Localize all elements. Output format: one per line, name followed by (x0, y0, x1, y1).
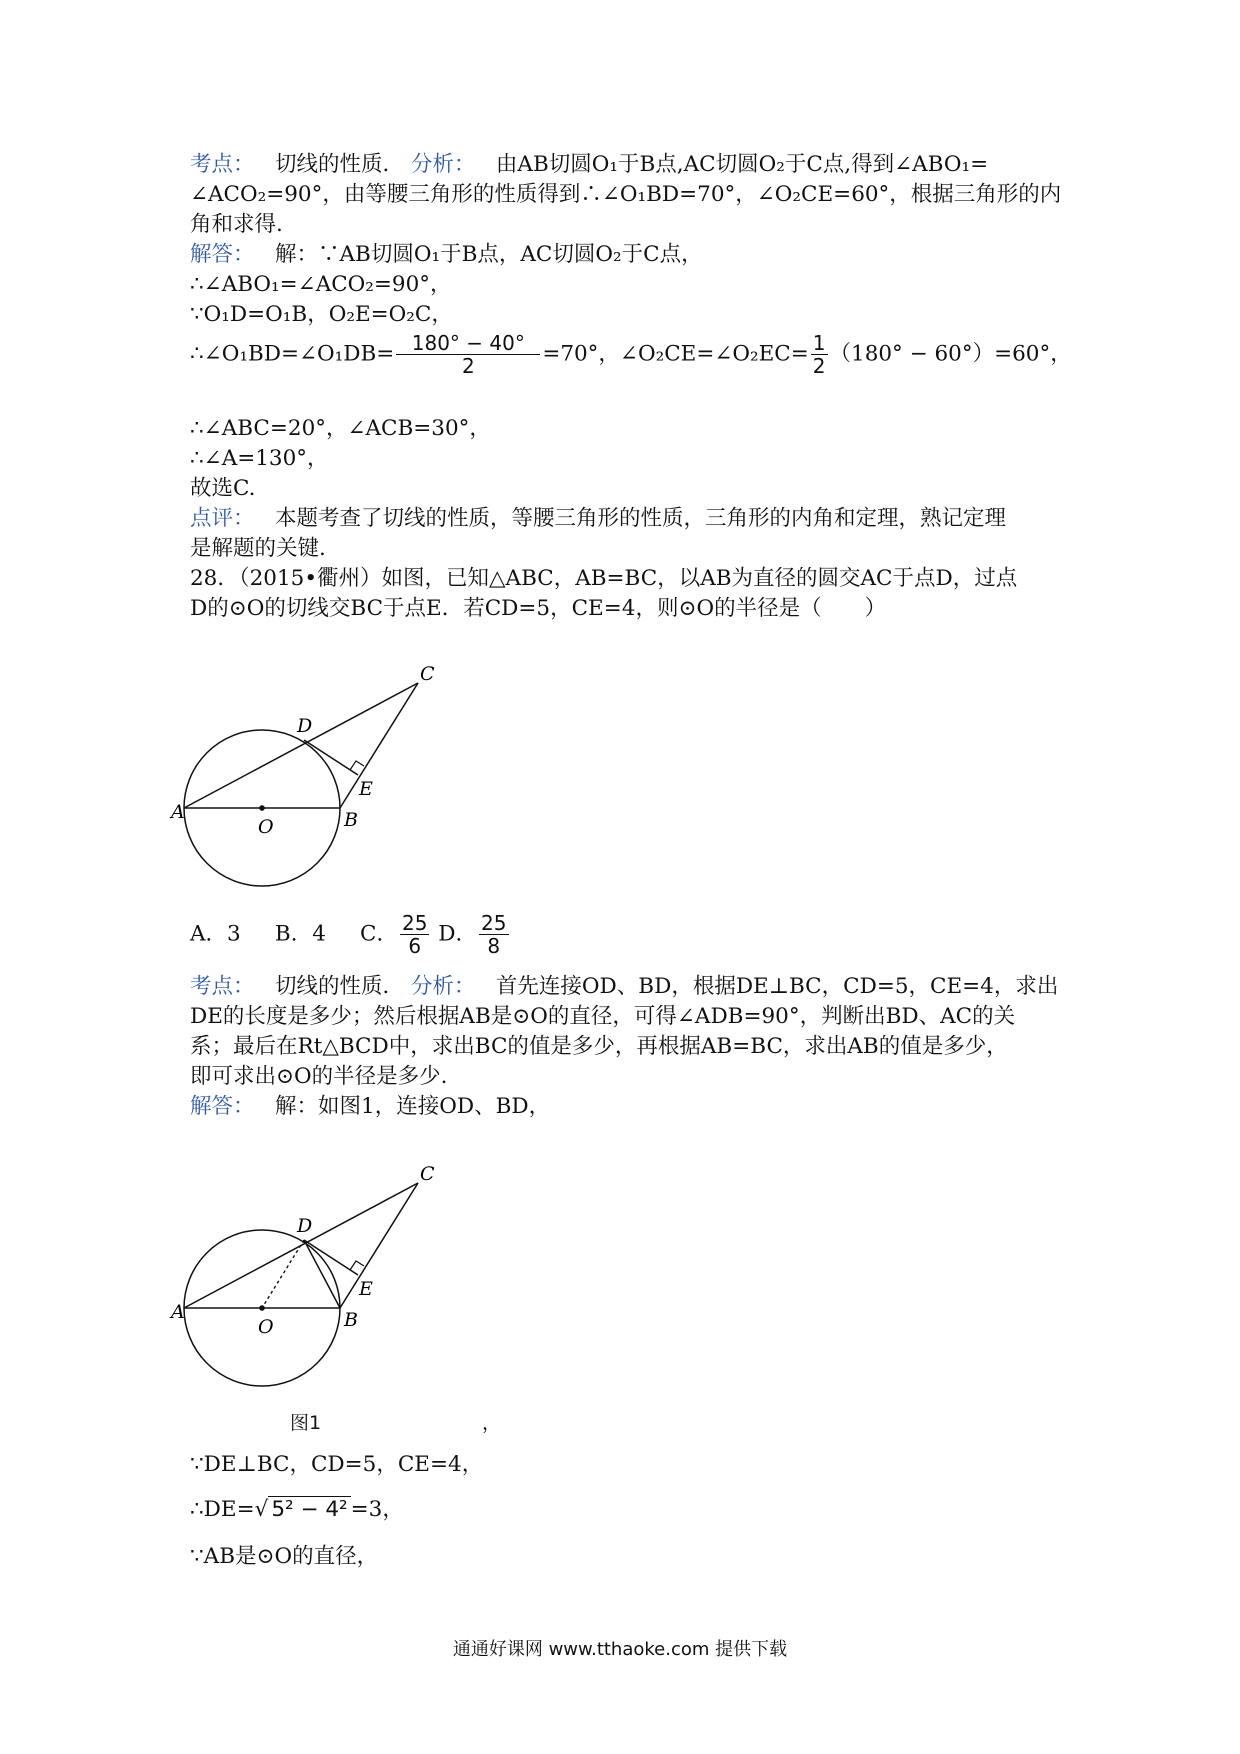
option-d-denominator: 8 (487, 934, 501, 958)
jieda-label: 解答： (190, 242, 255, 267)
radicand: 5² − 4² (268, 1496, 350, 1522)
jieda-text: 解：如图1，连接OD、BD， (275, 1094, 551, 1119)
jieda-l4c: （180° − 60°）=60°， (829, 341, 1072, 367)
line-bc (340, 1183, 418, 1308)
option-a: A．3 (190, 921, 241, 947)
line-bd (304, 1240, 340, 1308)
jieda-line-5: ∴∠ABC=20°，∠ACB=30°， (190, 416, 491, 441)
fenxi-text: 由AB切圆O₁于B点,AC切圆O₂于C点,得到∠ABO₁= (495, 152, 989, 177)
jieda-line-2: ∴∠ABO₁=∠ACO₂=90°， (190, 272, 452, 297)
fenxi-label: 分析： (410, 974, 476, 999)
right-angle-mark (350, 761, 364, 770)
center-dot (259, 1305, 265, 1311)
jieda-line-7: 故选C. (190, 476, 256, 501)
q28-fenxi-line-4: 即可求出⊙O的半径是多少. (190, 1064, 448, 1089)
line-ac (184, 683, 418, 808)
square-root: √ 5² − 4² (255, 1495, 351, 1525)
jieda-l4b: =70°，∠O₂CE=∠O₂EC= (542, 341, 809, 367)
dianping-line-2: 是解题的关键. (190, 536, 326, 561)
option-d-fraction (479, 912, 508, 957)
option-c-label: C． (360, 921, 398, 947)
fraction-one-half (811, 332, 828, 377)
kaodian-label: 考点： (190, 974, 255, 999)
jieda-line-6: ∴∠A=130°， (190, 446, 329, 471)
label-d: D (297, 715, 313, 737)
jieda-text: 解：∵AB切圆O₁于B点，AC切圆O₂于C点， (275, 242, 703, 267)
label-e: E (359, 1278, 373, 1300)
jieda-label: 解答： (190, 1094, 255, 1119)
label-c: C (420, 1163, 435, 1185)
q28-fenxi-line-3: 系；最后在Rt△BCD中，求出BC的值是多少，再根据AB=BC，求出AB的值是多少， (190, 1034, 1008, 1059)
fenxi-line-3: 角和求得. (190, 212, 283, 237)
dianping-text: 本题考查了切线的性质，等腰三角形的性质，三角形的内角和定理，熟记定理 (275, 506, 1007, 531)
label-a: A (171, 1301, 185, 1323)
fraction-denominator: 2 (461, 354, 475, 378)
question-28-line-1: 28．（2015•衢州）如图，已知△ABC，AB=BC，以AB为直径的圆交AC于点D，过点 (190, 566, 1018, 591)
jieda-l4a: ∴∠O₁BD=∠O₁DB= (190, 341, 395, 367)
label-b: B (344, 1309, 358, 1331)
kaodian-text: 切线的性质． (275, 974, 405, 999)
option-c-fraction (400, 912, 429, 957)
label-e: E (359, 778, 373, 800)
fenxi-label: 分析： (410, 152, 476, 177)
dianping-label: 点评： (190, 506, 255, 531)
fenxi-text: 首先连接OD、BD，根据DE⊥BC，CD=5，CE=4，求出 (495, 974, 1059, 999)
page-footer: 通通好课网 www.tthaoke.com 提供下载 (452, 1639, 788, 1660)
question-28-line-2: D的⊙O的切线交BC于点E．若CD=5，CE=4，则⊙O的半径是（ ） (190, 596, 887, 621)
q28-jieda-line-2: ∵DE⊥BC，CD=5，CE=4， (190, 1452, 484, 1477)
label-b: B (344, 809, 358, 831)
de-result: =3， (350, 1497, 404, 1522)
options-row (190, 912, 511, 957)
de-prefix: ∴DE= (190, 1497, 255, 1522)
q28-jieda-line-1 (190, 1092, 550, 1122)
kaodian-label: 考点： (190, 152, 255, 177)
kaodian-text: 切线的性质． (275, 152, 405, 177)
line-bc (340, 683, 418, 808)
right-angle-mark (350, 1261, 364, 1270)
dianping-line-1 (190, 504, 1006, 534)
center-dot (259, 805, 265, 811)
jieda-line-1 (190, 240, 703, 270)
option-b: B．4 (274, 921, 326, 947)
q28-fenxi-line-2: DE的长度是多少；然后根据AB是⊙O的直径，可得∠ADB=90°，判断出BD、AC的关 (190, 1004, 1016, 1029)
label-o: O (258, 1316, 274, 1338)
fraction-numerator: 1 (812, 331, 826, 355)
option-c-numerator: 25 (402, 911, 428, 935)
option-c-denominator: 6 (408, 934, 422, 958)
label-a: A (171, 801, 185, 823)
solution-figure (171, 1140, 490, 1400)
figure-caption: 图1 (290, 1412, 322, 1434)
option-d-numerator: 25 (481, 911, 507, 935)
jieda-line-4 (190, 332, 1072, 377)
label-o: O (258, 816, 274, 838)
figure-caption-comma: ， (482, 1412, 502, 1434)
label-d: D (297, 1215, 313, 1237)
kaodian-line-1 (190, 150, 988, 180)
option-d-label: D． (438, 921, 478, 947)
q28-jieda-line-4: ∵AB是⊙O的直径， (190, 1544, 379, 1569)
q28-kaodian-line (190, 972, 1058, 1002)
fenxi-line-2: ∠ACO₂=90°，由等腰三角形的性质得到∴∠O₁BD=70°，∠O₂CE=60°，根据三角形的内 (190, 182, 1062, 207)
fraction-denominator: 2 (812, 354, 826, 378)
line-od-dotted (262, 1240, 304, 1308)
jieda-line-3: ∵O₁D=O₁B，O₂E=O₂C， (190, 302, 453, 327)
label-c: C (420, 663, 435, 685)
fraction-180-40 (396, 332, 540, 377)
q28-jieda-line-3 (190, 1495, 404, 1525)
question-figure (171, 640, 490, 900)
fraction-numerator: 180° − 40° (396, 332, 540, 355)
